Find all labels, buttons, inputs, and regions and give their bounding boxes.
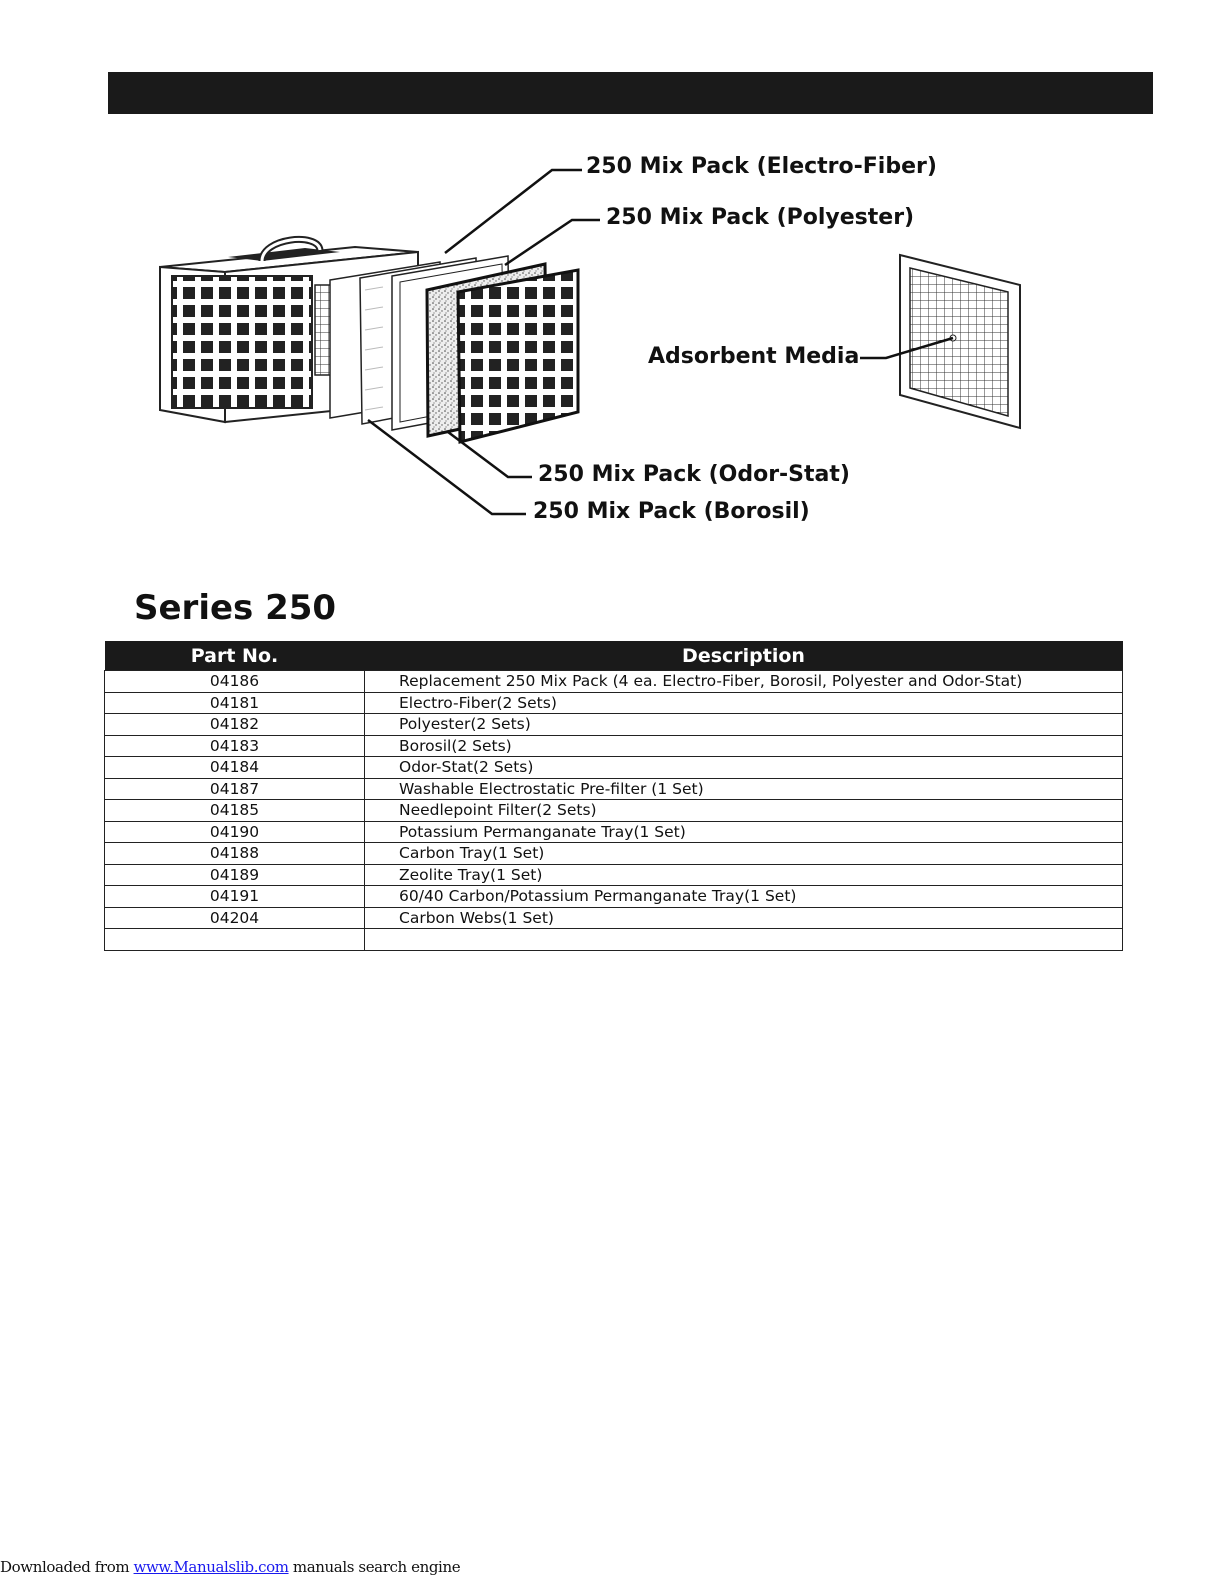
- part-description: Electro-Fiber(2 Sets): [365, 692, 1123, 714]
- part-description: [365, 929, 1123, 951]
- table-row: [105, 735, 1123, 757]
- part-description: Needlepoint Filter(2 Sets): [365, 800, 1123, 822]
- table-row: [105, 714, 1123, 736]
- part-description: Borosil(2 Sets): [365, 735, 1123, 757]
- exploded-filter-illustration: [0, 140, 1225, 560]
- part-description: Potassium Permanganate Tray(1 Set): [365, 821, 1123, 843]
- part-number: 04204: [105, 907, 365, 929]
- part-number: 04188: [105, 843, 365, 865]
- part-description: Zeolite Tray(1 Set): [365, 864, 1123, 886]
- table-row: [105, 821, 1123, 843]
- table-row: [105, 864, 1123, 886]
- part-number: 04186: [105, 671, 365, 693]
- callout-adsorbent-media: Adsorbent Media: [648, 344, 860, 369]
- part-number: [105, 929, 365, 951]
- column-header-description: Description: [365, 641, 1123, 671]
- callout-polyester: 250 Mix Pack (Polyester): [606, 205, 915, 230]
- part-description: Carbon Webs(1 Set): [365, 907, 1123, 929]
- table-row-empty: [105, 929, 1123, 951]
- download-footer: [0, 1558, 460, 1576]
- part-number: 04185: [105, 800, 365, 822]
- header-bar: [108, 72, 1153, 114]
- part-description: Odor-Stat(2 Sets): [365, 757, 1123, 779]
- part-number: 04184: [105, 757, 365, 779]
- part-number: 04187: [105, 778, 365, 800]
- table-row: [105, 886, 1123, 908]
- part-description: Washable Electrostatic Pre-filter (1 Set): [365, 778, 1123, 800]
- table-row: [105, 778, 1123, 800]
- table-row: [105, 757, 1123, 779]
- table-row: [105, 671, 1123, 693]
- part-description: Polyester(2 Sets): [365, 714, 1123, 736]
- part-number: 04190: [105, 821, 365, 843]
- part-description: Replacement 250 Mix Pack (4 ea. Electro-Fiber, Borosil, Polyester and Odor-Stat): [365, 671, 1123, 693]
- column-header-part-no: Part No.: [105, 641, 365, 671]
- callout-electro-fiber: 250 Mix Pack (Electro-Fiber): [586, 154, 937, 179]
- adsorbent-media-panel: [900, 255, 1020, 428]
- callout-borosil: 250 Mix Pack (Borosil): [533, 499, 810, 524]
- part-number: 04183: [105, 735, 365, 757]
- table-row: [105, 692, 1123, 714]
- table-row: [105, 907, 1123, 929]
- part-number: 04181: [105, 692, 365, 714]
- table-row: [105, 800, 1123, 822]
- part-description: Carbon Tray(1 Set): [365, 843, 1123, 865]
- manualslib-link[interactable]: www.Manualslib.com: [133, 1558, 289, 1576]
- part-number: 04191: [105, 886, 365, 908]
- part-number: 04189: [105, 864, 365, 886]
- parts-table: [104, 641, 1123, 951]
- callout-odor-stat: 250 Mix Pack (Odor-Stat): [538, 462, 850, 487]
- series-title: Series 250: [134, 588, 337, 628]
- filter-diagram: [0, 140, 1225, 560]
- table-header-row: [105, 641, 1123, 671]
- part-number: 04182: [105, 714, 365, 736]
- part-description: 60/40 Carbon/Potassium Permanganate Tray(1 Set): [365, 886, 1123, 908]
- footer-suffix: manuals search engine: [288, 1558, 461, 1576]
- footer-prefix: Downloaded from: [0, 1558, 134, 1576]
- table-row: [105, 843, 1123, 865]
- filter-panels: [330, 256, 578, 442]
